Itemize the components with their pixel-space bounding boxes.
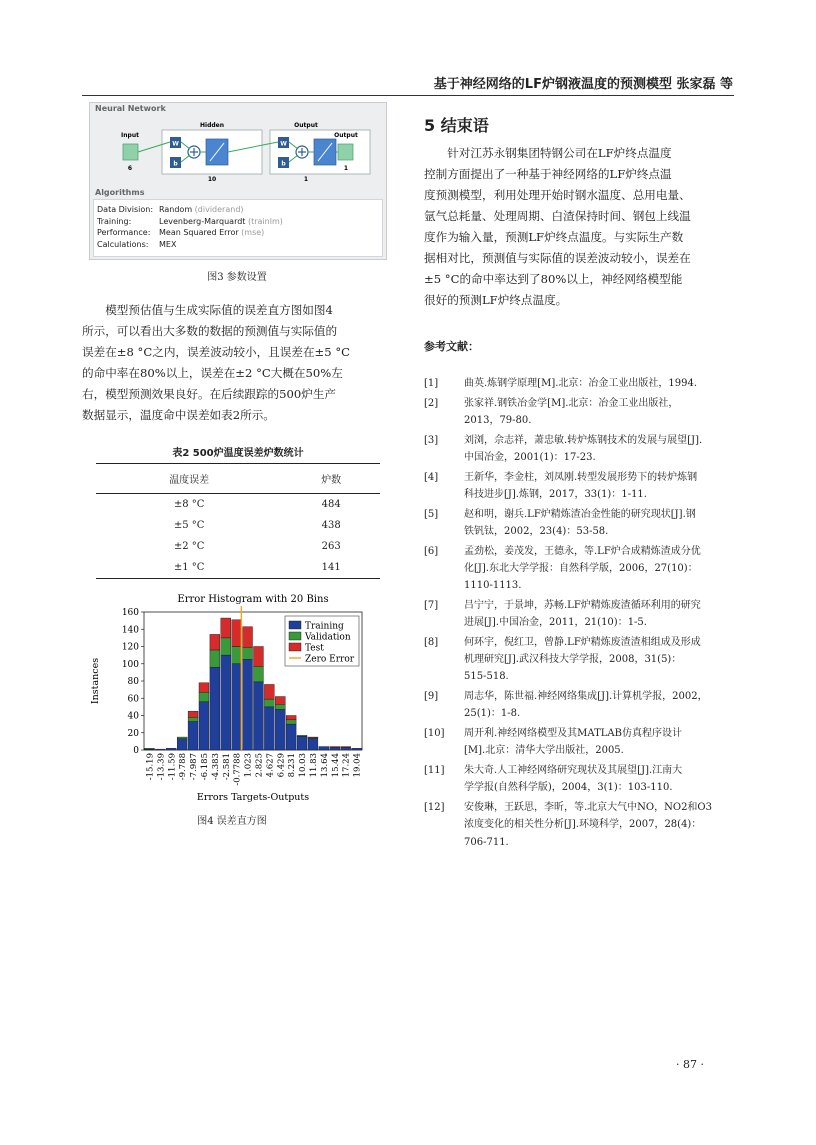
histogram-bar	[199, 702, 209, 750]
algorithms-list	[97, 204, 283, 250]
reference-line: 刘浏，佘志祥，萧忠敏.转炉炼钢技术的发展与展望[J].	[464, 434, 703, 446]
page-number: · 87 ·	[676, 1058, 704, 1071]
reference-item	[424, 432, 736, 466]
reference-line: 706-711.	[464, 836, 509, 848]
error-histogram-chart	[82, 588, 382, 808]
histogram-bar	[264, 684, 274, 699]
histogram-bar	[319, 747, 329, 750]
section5-title: 5 结束语	[424, 116, 489, 135]
chart-title: Error Histogram with 20 Bins	[177, 594, 329, 605]
histogram-bar	[254, 647, 264, 667]
reference-item	[424, 395, 736, 429]
y-tick-label: 160	[121, 608, 139, 618]
reference-number: [5]	[424, 508, 439, 520]
x-tick-label: -15.19	[145, 753, 156, 781]
histogram-bar	[188, 717, 198, 721]
hidden-layer-label: Hidden	[199, 122, 225, 129]
reference-line: 2013，79-80.	[464, 415, 532, 426]
histogram-bar	[286, 716, 296, 720]
hidden-b-label: b	[173, 160, 178, 168]
output-layer-label: Output	[294, 122, 318, 129]
histogram-bar	[177, 737, 187, 739]
section5-paragraph: 针对江苏永钢集团特钢公司在LF炉终点温度 控制方面提出了一种基于神经网络的LF炉终点温 度预测模型，利用处理开始时钢水温度、总用电量、 氩气总耗量、处理周期、白渣保持时间、钢包上线温 度作为输入量，预测LF炉终点温度。与实际生产数 据相对比，预测值与实际值的误差波动较小，误差在 ±5 °C的命中率达到了80%以上，神经网络模型能 很好的预测LF炉终点温度。	[424, 146, 691, 307]
nn-diagram	[90, 113, 386, 185]
reference-item	[424, 688, 736, 722]
algorithm-row: Training: Levenberg-Marquardt (trainlm)	[97, 216, 283, 226]
histogram-bar	[330, 747, 340, 748]
legend-label: Training	[305, 621, 344, 632]
figure4-caption: 图4 误差直方图	[197, 816, 267, 827]
reference-line: 浓度变化的相关性分析[J].环境科学，2007，28(4)：	[464, 819, 702, 831]
histogram-bar	[210, 667, 220, 750]
reference-line: 学学报(自然科学版)，2004，3(1)：103-110.	[464, 782, 673, 794]
histogram-bar	[297, 736, 307, 750]
x-tick-label: 15.44	[330, 753, 341, 778]
table-row: ±2 °C 263	[173, 541, 341, 552]
output-layer-count: 1	[303, 176, 309, 183]
histogram-bar	[330, 747, 340, 750]
reference-number: [8]	[424, 637, 439, 648]
running-header: 基于神经网络的LF炉钢液温度的预测模型 张家磊 等	[433, 77, 733, 92]
reference-line: 周志华，陈世福.神经网络集成[J].计算机学报，2002，	[464, 691, 708, 703]
x-tick-label: -4.383	[210, 753, 221, 781]
reference-line: 安俊琳，王跃思，李昕，等.北京大气中NO，NO2和O3	[464, 802, 712, 814]
histogram-bar	[254, 682, 264, 750]
reference-number: [2]	[424, 397, 439, 409]
table-header-row	[96, 464, 380, 494]
output-count: 1	[343, 165, 349, 172]
histogram-bar	[275, 709, 285, 750]
x-tick-label: -0.7788	[232, 753, 243, 786]
table-row: ±8 °C 484	[173, 499, 341, 510]
reference-line: 孟劲松，姜茂发，王德永，等.LF炉合成精炼渣成分优	[464, 545, 701, 557]
output-label: Output	[334, 132, 358, 139]
histogram-bar	[308, 737, 318, 738]
y-tick-label: 80	[127, 677, 139, 687]
y-tick-label: 100	[121, 659, 139, 670]
legend-swatch	[289, 643, 301, 651]
reference-number: [3]	[424, 434, 439, 446]
histogram-bar	[264, 707, 274, 750]
x-tick-label: 10.03	[298, 753, 309, 778]
histogram-bar	[243, 659, 253, 750]
x-tick-label: 19.04	[352, 753, 363, 778]
histogram-bar	[243, 647, 253, 659]
histogram-bar	[177, 739, 187, 750]
histogram-bar	[166, 748, 176, 750]
histogram-bar	[232, 620, 242, 647]
reference-line: 张家祥.钢铁冶金学[M].北京：冶金工业出版社，	[464, 397, 679, 409]
y-tick-label: 140	[121, 625, 139, 636]
histogram-bar	[221, 638, 231, 655]
algorithm-row: Calculations: MEX	[97, 239, 177, 249]
histogram-bar	[199, 683, 209, 692]
reference-number: [10]	[424, 728, 445, 740]
table-row: ±1 °C 141	[173, 562, 341, 573]
legend-label: Validation	[305, 632, 351, 643]
legend-label: Test	[305, 643, 324, 654]
reference-item	[424, 634, 736, 686]
reference-line: 赵和明，谢兵.LF炉精炼渣冶金性能的研究现状[J].钢	[464, 508, 696, 520]
table2-title: 表2 500炉温度误差炉数统计	[172, 448, 304, 459]
legend-swatch	[289, 621, 301, 629]
histogram-bar	[275, 704, 285, 709]
reference-line: 25(1)：1-8.	[464, 708, 521, 720]
reference-number: [9]	[424, 691, 439, 703]
y-tick-label: 20	[127, 728, 139, 739]
reference-item	[424, 375, 736, 392]
reference-line: 何环宇，倪红卫，曾静.LF炉精炼废渣渣相组成及形成	[464, 637, 701, 648]
histogram-bar	[210, 650, 220, 667]
reference-item	[424, 725, 736, 759]
histogram-bar	[199, 692, 209, 701]
histogram-bar	[308, 739, 318, 750]
y-tick-label: 120	[121, 642, 139, 653]
table-row: ±5 °C 438	[173, 520, 341, 531]
nn-parameter-panel	[89, 102, 387, 260]
x-tick-label: 11.83	[308, 753, 319, 778]
histogram-bar	[341, 747, 351, 750]
reference-number: [11]	[424, 765, 445, 777]
reference-line: 王新华，李金柱，刘凤刚.转型发展形势下的转炉炼钢	[464, 471, 698, 483]
reference-item	[424, 597, 736, 631]
x-tick-label: 1.023	[243, 753, 254, 778]
histogram-bar	[221, 655, 231, 750]
reference-item	[424, 506, 736, 540]
reference-line: 中国冶金，2001(1)：17-23.	[464, 452, 596, 463]
header-rule	[82, 95, 734, 96]
output-w-label: W	[280, 140, 287, 148]
references-list	[424, 375, 736, 853]
reference-line: 进展[J].中国冶金，2011，21(10)：1-5.	[464, 617, 647, 629]
histogram-bar	[155, 749, 165, 750]
references-title: 参考文献：	[424, 340, 479, 353]
histogram-bar	[188, 711, 198, 717]
figure3-caption: 图3 参数设置	[207, 272, 267, 283]
table2	[96, 463, 380, 579]
reference-line: 吕宁宁，于景坤，苏畅.LF炉精炼废渣循环利用的研究	[464, 600, 701, 611]
y-tick-label: 0	[133, 746, 139, 756]
reference-line: 515-518.	[464, 671, 509, 683]
legend-swatch	[289, 632, 301, 640]
table-header-cell: 炉数	[321, 475, 342, 486]
histogram-bar	[210, 634, 220, 650]
input-box	[123, 144, 138, 160]
x-tick-label: -6.185	[199, 753, 210, 781]
histogram-bar	[352, 748, 362, 750]
reference-number: [12]	[424, 802, 445, 814]
x-tick-label: 4.627	[265, 753, 276, 778]
y-tick-label: 40	[127, 711, 139, 722]
output-box	[338, 144, 353, 160]
histogram-bar	[188, 722, 198, 750]
histogram-bar	[145, 748, 155, 749]
reference-item	[424, 469, 736, 503]
x-tick-label: -13.39	[156, 753, 167, 781]
output-b-label: b	[281, 160, 286, 168]
reference-number: [1]	[424, 378, 439, 389]
algorithms-title: Algorithms	[95, 188, 145, 197]
histogram-bar	[254, 666, 264, 682]
histogram-bar	[341, 747, 351, 748]
nn-panel-title: Neural Network	[95, 104, 166, 113]
table-header-cell: 温度误差	[169, 475, 210, 486]
reference-item	[424, 799, 736, 851]
reference-number: [6]	[424, 545, 439, 557]
y-axis-label: Instances	[90, 657, 101, 705]
x-axis-label: Errors Targets-Outputs	[196, 792, 310, 803]
x-tick-label: -11.59	[167, 753, 178, 781]
histogram-bar	[243, 627, 253, 648]
histogram-bar	[286, 724, 296, 750]
input-layer-label: Input	[121, 132, 139, 139]
reference-line: [M].北京：清华大学出版社，2005.	[464, 745, 624, 757]
reference-line: 曲英.炼钢学原理[M].北京：冶金工业出版社，1994.	[464, 378, 698, 389]
histogram-bar	[221, 618, 231, 638]
x-tick-label: -2.581	[221, 753, 232, 781]
algorithm-row: Data Division: Random (dividerand)	[97, 205, 244, 214]
reference-line: 科技进步[J].炼钢，2017，33(1)：1-11.	[464, 489, 647, 500]
input-count: 6	[127, 165, 133, 172]
left-paragraph: 模型预估值与生成实际值的误差直方图如图4 所示，可以看出大多数的数据的预测值与实际值的 误差在±8 °C之内，误差波动较小，且误差在±5 °C 的命中率在80%以上，误差在±2 °C大概在50%左 右，模型预测效果良好。在后续跟踪的500炉生产 数据显示，温度命中误差如表2所示。	[82, 303, 350, 422]
histogram-bar	[264, 699, 274, 707]
reference-line: 朱大奇.人工神经网络研究现状及其展望[J].江南大	[464, 765, 683, 777]
reference-item	[424, 543, 736, 595]
histogram-bar	[275, 697, 285, 705]
reference-line: 1110-1113.	[464, 580, 522, 592]
hidden-w-label: W	[172, 140, 179, 148]
histogram-bar	[297, 735, 307, 736]
x-tick-label: 6.429	[276, 753, 287, 778]
hidden-count: 10	[207, 176, 217, 183]
reference-line: 机理研究[J].武汉科技大学学报，2008，31(5)：	[464, 654, 682, 666]
legend-label: Zero Error	[305, 654, 355, 665]
reference-line: 周开利.神经网络模型及其MATLAB仿真程序设计	[464, 728, 682, 740]
x-tick-label: 2.825	[254, 753, 265, 778]
histogram-bar	[232, 664, 242, 750]
algorithm-row: Performance: Mean Squared Error (mse)	[97, 228, 265, 237]
reference-line: 铁钒钛，2002，23(4)：53-58.	[464, 526, 609, 537]
y-tick-label: 60	[127, 694, 139, 705]
reference-item	[424, 762, 736, 796]
x-tick-label: 17.24	[341, 753, 352, 778]
histogram-bar	[286, 720, 296, 724]
x-tick-label: -9.788	[178, 753, 189, 781]
histogram-bar	[232, 647, 242, 664]
reference-line: 化[J].东北大学学报：自然科学版，2006，27(10)：	[464, 563, 698, 574]
x-tick-label: 8.231	[287, 753, 298, 778]
x-tick-label: -7.987	[189, 753, 200, 781]
x-tick-label: 13.64	[319, 753, 330, 778]
reference-number: [4]	[424, 471, 439, 483]
reference-number: [7]	[424, 600, 439, 611]
